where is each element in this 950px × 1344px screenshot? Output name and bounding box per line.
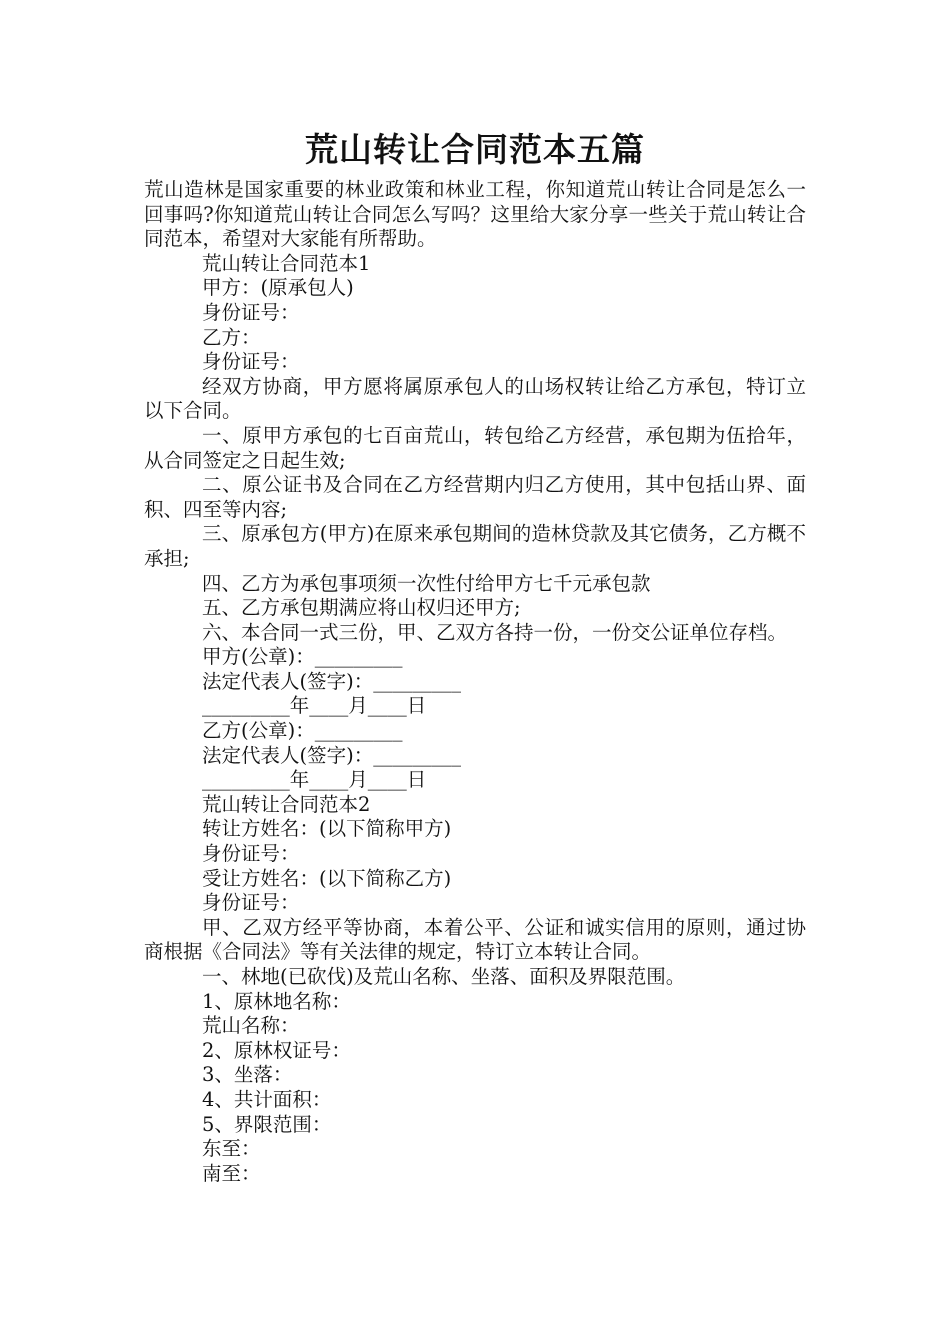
paragraph: 五、乙方承包期满应将山权归还甲方;	[202, 596, 521, 620]
paragraph: 一、林地(已砍伐)及荒山名称、坐落、面积及界限范围。	[202, 965, 686, 988]
paragraph: 六、本合同一式三份，甲、乙双方各持一份，一份交公证单位存档。	[202, 620, 788, 644]
paragraph: 乙方(公章)：_________	[202, 719, 403, 743]
paragraph: 3、坐落：	[202, 1063, 293, 1087]
paragraph: 身份证号：	[202, 300, 300, 324]
paragraph: 一、原甲方承包的七百亩荒山，转包给乙方经营，承包期为伍拾年，从合同签定之日起生效;	[144, 423, 806, 472]
paragraph: 法定代表人(签字)：_________	[202, 743, 461, 767]
paragraph: 身份证号：	[202, 842, 300, 866]
paragraph: 1、原林地名称：	[202, 989, 351, 1013]
paragraph: 南至：	[202, 1161, 261, 1185]
paragraph: 经双方协商，甲方愿将属原承包人的山场权转让给乙方承包，特订立以下合同。	[144, 374, 806, 423]
paragraph: 荒山造林是国家重要的林业政策和林业工程，你知道荒山转让合同是怎么一回事吗?你知道荒山转让合同怎么写吗？这里给大家分享一些关于荒山转让合同范本，希望对大家能有所帮助。	[144, 178, 806, 251]
paragraph: 甲方(公章)：_________	[202, 645, 403, 669]
paragraph: 身份证号：	[202, 891, 300, 915]
paragraph: 甲方：(原承包人)	[202, 276, 354, 300]
paragraph: 2、原林权证号：	[202, 1038, 351, 1062]
paragraph: 法定代表人(签字)：_________	[202, 669, 461, 693]
paragraph: 二、原公证书及合同在乙方经营期内归乙方使用，其中包括山界、面积、四至等内容;	[144, 473, 806, 521]
paragraph: 四、乙方为承包事项须一次性付给甲方七千元承包款	[202, 571, 651, 595]
document-body	[144, 178, 806, 1186]
paragraph: 乙方：	[202, 325, 261, 349]
paragraph: 转让方姓名：(以下简称甲方)	[202, 817, 452, 841]
paragraph: 甲、乙双方经平等协商，本着公平、公证和诚实信用的原则，通过协商根据《合同法》等有关法律的规定，特订立本转让合同。	[144, 915, 806, 964]
paragraph: 东至：	[202, 1137, 261, 1161]
paragraph: 荒山转让合同范本2	[202, 792, 371, 816]
paragraph: _________年____月____日	[202, 768, 427, 792]
paragraph: _________年____月____日	[202, 694, 427, 718]
paragraph: 荒山名称：	[202, 1014, 300, 1038]
paragraph: 荒山转让合同范本1	[202, 251, 371, 275]
paragraph: 4、共计面积：	[202, 1087, 332, 1111]
paragraph: 5、界限范围：	[202, 1112, 332, 1136]
document-title: 荒山转让合同范本五篇	[305, 130, 645, 169]
paragraph: 身份证号：	[202, 350, 300, 374]
paragraph: 三、原承包方(甲方)在原来承包期间的造林贷款及其它债务，乙方概不承担;	[144, 522, 806, 570]
paragraph: 受让方姓名：(以下简称乙方)	[202, 866, 452, 890]
